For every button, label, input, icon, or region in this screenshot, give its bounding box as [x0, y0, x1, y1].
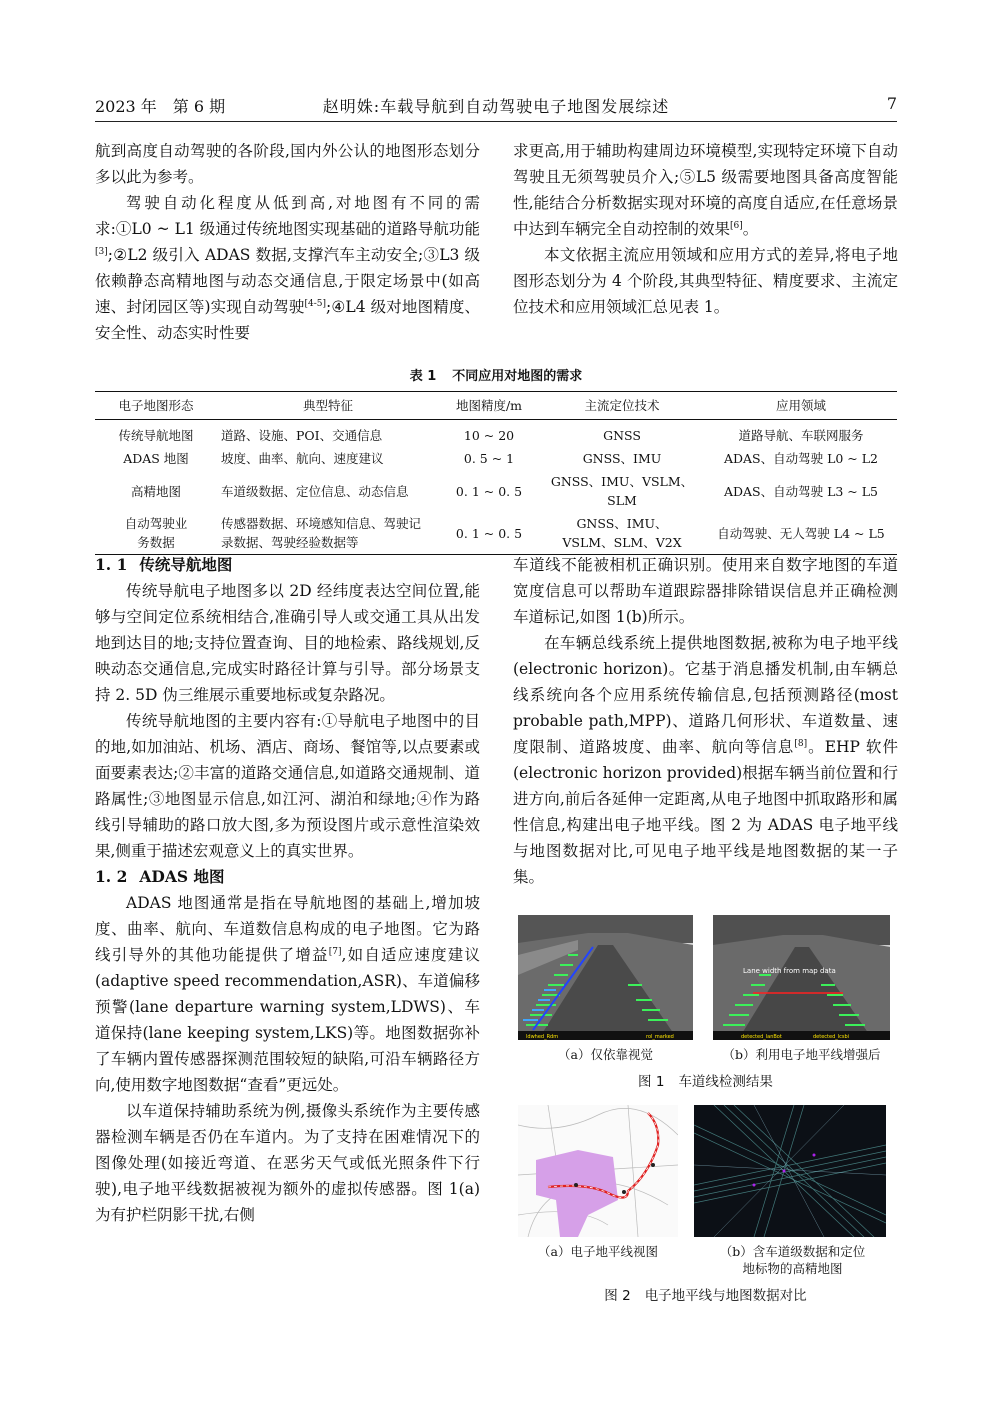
body-left-column [95, 552, 480, 1228]
header-rule [95, 121, 897, 122]
body-right-column [513, 552, 898, 890]
running-header [95, 94, 897, 118]
image-tag: detected_lanBot [741, 1034, 782, 1040]
citation: [4-5] [304, 299, 327, 309]
column-header: 地图精度/m [439, 392, 539, 420]
page-number: 7 [886, 94, 897, 113]
image-tag: rol_marked [646, 1034, 674, 1040]
paragraph: ADAS 地图通常是指在导航地图的基础上,增加坡度、曲率、航向、车道数信息构成的电子地图。它为路线引导外的其他功能提供了增益[7],如自适应速度建议(adaptive speed recommendation,ASR)、车道偏移预警(lane departure warning system,LDWS)、车道保持(lane keeping system,LKS)等。地图数据弥补了车辆内置传感器探测范围较短的缺陷,可沿车辆路径方向,使用数字地图数据“查看”更远处。 [95, 894, 480, 1094]
citation: [8] [794, 739, 808, 749]
paragraph: 以车道保持辅助系统为例,摄像头系统作为主要传感器检测车辆是否仍在车道内。为了支持在困难情况下的图像处理(如接近弯道、在恶劣天气或低光照条件下行驶),电子地平线数据被视为额外的虚拟传感器。图 1(a)为有护栏阴影干扰,右侧 [95, 1102, 480, 1224]
citation: [7] [328, 947, 342, 957]
electronic-horizon-view-image [518, 1105, 678, 1237]
paragraph: 传统导航地图的主要内容有:①导航电子地图中的目的地,如加油站、机场、酒店、商场、餐馆等,以点要素或面要素表达;②丰富的道路交通信息,如道路交通规制、道路属性;③地图显示信息,如江河、湖泊和绿地;④作为路线引导辅助的路口放大图,多为预设图片或示意性渲染效果,侧重于描述宏观意义上的真实世界。 [95, 712, 480, 860]
column-header: 应用领域 [705, 392, 897, 420]
requirements-table [95, 391, 897, 555]
lane-detection-vision-image [518, 915, 693, 1040]
paragraph: 传统导航电子地图多以 2D 经纬度表达空间位置,能够与空间定位系统相结合,准确引导人或交通工具从出发地到达目的地;支持位置查询、目的地检索、路线规划,反映动态交通信息,完成实时路径计算与引导。部分场景支持 2. 5D 伪三维展示重要地标或复杂路况。 [95, 582, 480, 704]
figure-subcaption: （b）利用电子地平线增强后 [722, 1047, 881, 1062]
image-tag: ldwhed_Rdm [526, 1034, 559, 1040]
overlay-label: Lane width from map data [743, 967, 836, 975]
table-row: ADAS 地图 坡度、曲率、航向、速度建议 0. 5 ~ 1 GNSS、IMU ADAS、自动驾驶 L0 ~ L2 [123, 451, 879, 466]
top-left-column [95, 138, 480, 346]
paragraph: 车道线不能被相机正确识别。使用来自数字地图的车道宽度信息可以帮助车道跟踪器排除错误信息并正确检测车道标记,如图 1(b)所示。 [513, 556, 898, 626]
paragraph: 驾驶自动化程度从低到高,对地图有不同的需求:①L0 ~ L1 级通过传统地图实现基础的道路导航功能[3];②L2 级引入 ADAS 数据,支撑汽车主动安全;③L3 级依赖静态高精地图与动态交通信息,于限定场景中(如高速、封闭园区等)实现自动驾驶[4-5];④L4 级对地图精度、安全性、动态实时性要 [95, 194, 480, 342]
top-right-column [513, 138, 898, 320]
paragraph: 在车辆总线系统上提供地图数据,被称为电子地平线(electronic horizon)。它基于消息播发机制,由车辆总线系统向各个应用系统传输信息,包括预测路径(most probable path,MPP)、道路几何形状、车道数量、速度限制、道路坡度、曲率、航向等信息[8]。EHP 软件(electronic horizon provided)根据车辆当前位置和行进方向,前后各延伸一定距离,从电子地图中抓取路形和属性信息,构建出电子地平线。图 2 为 ADAS 电子地平线与地图数据对比,可见电子地平线是地图数据的某一子集。 [513, 634, 898, 886]
journal-issue: 2023 年 第 6 期 [95, 97, 226, 116]
figure-subcaption: （a）电子地平线视图 [538, 1244, 658, 1259]
citation: [6] [730, 221, 743, 231]
lane-detection-horizon-image [713, 915, 890, 1040]
section-heading: 1. 2 ADAS 地图 [95, 867, 225, 886]
table-row: 自动驾驶业务数据 传感器数据、环境感知信息、驾驶记录数据、驾驶经验数据等 0. 1 ~ 0. 5 GNSS、IMU、VSLM、SLM、V2X 自动驾驶、无人驾驶 L4 ~ L5 [95, 512, 897, 555]
section-heading: 1. 1 传统导航地图 [95, 555, 233, 574]
running-title: 赵明姝:车载导航到自动驾驶电子地图发展综述 [322, 97, 670, 116]
column-header: 主流定位技术 [539, 392, 705, 420]
paragraph: 航到高度自动驾驶的各阶段,国内外公认的地图形态划分多以此为参考。 [95, 142, 480, 186]
table-header-row [95, 392, 897, 420]
figure-subcaption: （b）含车道级数据和定位 地标物的高精地图 [719, 1244, 866, 1276]
figure-caption: 图 2 电子地平线与地图数据对比 [604, 1288, 807, 1304]
paragraph: 求更高,用于辅助构建周边环境模型,实现特定环境下自动驾驶且无须驾驶员介入;⑤L5 级需要地图具备高度智能性,能结合分析数据实现对环境的高度自适应,在任意场景中达到车辆完全自动控制的效果[6]。 [513, 142, 898, 238]
table-row: 传统导航地图 道路、设施、POI、交通信息 10 ~ 20 GNSS 道路导航、车联网服务 [118, 428, 864, 443]
table-title: 表 1 不同应用对地图的需求 [409, 369, 583, 384]
paragraph: 本文依据主流应用领域和应用方式的差异,将电子地图形态划分为 4 个阶段,其典型特征、精度要求、主流定位技术和应用领域汇总见表 1。 [513, 246, 898, 316]
hd-map-image [694, 1105, 886, 1237]
table-row: 高精地图 车道级数据、定位信息、动态信息 0. 1 ~ 0. 5 GNSS、IMU、VSLM、SLM ADAS、自动驾驶 L3 ~ L5 [130, 474, 879, 508]
column-header: 电子地图形态 [95, 392, 217, 420]
figure-caption: 图 1 车道线检测结果 [638, 1074, 773, 1090]
citation: [3] [95, 247, 108, 257]
figure-subcaption: （a）仅依靠视觉 [558, 1047, 653, 1062]
column-header: 典型特征 [217, 392, 439, 420]
image-tag: detected_lcsbi [813, 1034, 850, 1040]
